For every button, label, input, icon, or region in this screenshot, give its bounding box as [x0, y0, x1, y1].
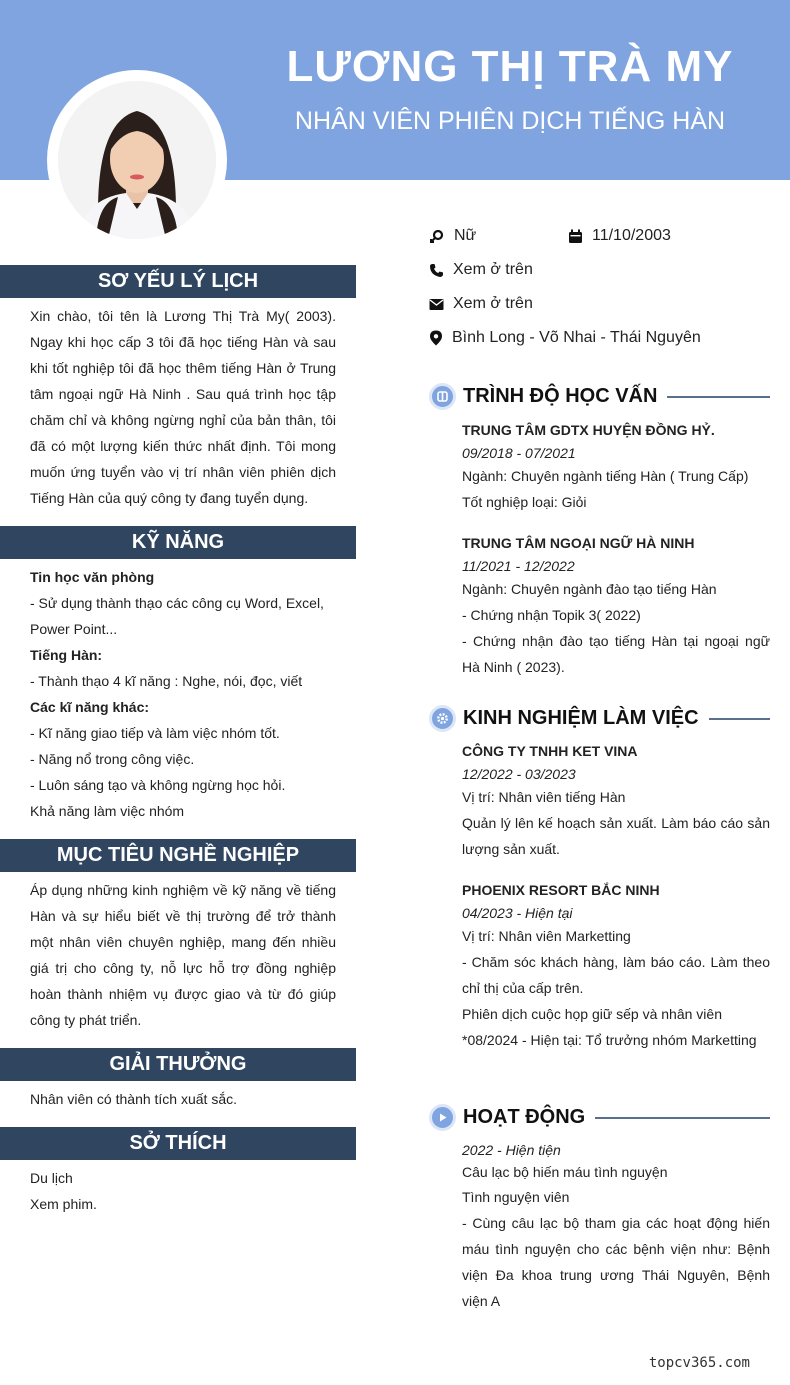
email-row: [429, 295, 533, 313]
skills-list: [30, 564, 336, 824]
calendar-icon: [568, 229, 583, 244]
gender-row: [429, 227, 476, 245]
section-divider: [709, 718, 770, 720]
avatar: [58, 81, 216, 239]
phone-icon: [429, 263, 444, 278]
gear-icon: [429, 705, 456, 732]
education-line: Ngành: Chuyên ngành tiếng Hàn ( Trung Cấp): [462, 468, 749, 484]
gender-value: Nữ: [454, 227, 477, 244]
objective-heading: MỤC TIÊU NGHỀ NGHIỆP: [0, 839, 356, 872]
skill-group-office: Tin học văn phòng: [30, 569, 155, 585]
job-entry: [462, 738, 770, 862]
education-heading: TRÌNH ĐỘ HỌC VẤN: [463, 385, 658, 407]
education-line: - Chứng nhận đào tạo tiếng Hàn tại ngoại ngữ Hà Ninh ( 2023).: [462, 633, 770, 675]
profile-heading: SƠ YẾU LÝ LỊCH: [0, 265, 356, 298]
dob-row: [568, 227, 671, 245]
job-line: Quản lý lên kế hoạch sản xuất. Làm báo cáo sản lượng sản xuất.: [462, 815, 770, 857]
job-line: Vị trí: Nhân viên Marketting: [462, 928, 631, 944]
skill-line: - Luôn sáng tạo và không ngừng học hỏi.: [30, 777, 286, 793]
skill-line: - Sử dụng thành thạo các công cụ Word, Excel,: [30, 595, 324, 611]
school-name: TRUNG TÂM NGOẠI NGỮ HÀ NINH: [462, 535, 695, 551]
skill-line: - Thành thạo 4 kĩ năng : Nghe, nói, đọc, viết: [30, 673, 303, 689]
school-dates: 11/2021 - 12/2022: [462, 558, 575, 574]
education-entry: [462, 530, 770, 680]
email-value: Xem ở trên: [453, 295, 533, 312]
activity-dates: 2022 - Hiện tiện: [462, 1142, 561, 1158]
hobbies-list: [30, 1165, 336, 1217]
phone-row: [429, 261, 533, 279]
education-line: Tốt nghiệp loại: Giỏi: [462, 494, 587, 510]
education-entry: [462, 417, 770, 515]
activities-title-row: [429, 1104, 770, 1131]
activity-entry: [462, 1140, 770, 1314]
job-line: - Chăm sóc khách hàng, làm báo cáo. Làm theo chỉ thị của cấp trên.: [462, 954, 770, 996]
hobbies-heading: SỞ THÍCH: [0, 1127, 356, 1160]
candidate-role: NHÂN VIÊN PHIÊN DỊCH TIẾNG HÀN: [294, 107, 726, 135]
awards-text: Nhân viên có thành tích xuất sắc.: [30, 1091, 238, 1107]
section-divider: [595, 1117, 770, 1119]
activity-line: - Cùng câu lạc bộ tham gia các hoạt động hiến máu tình nguyện cho các bệnh viện như: Bệnh viện Đa khoa trung ương Thái Nguyên, Bệnh viện A: [462, 1215, 770, 1309]
education-title-row: [429, 383, 770, 410]
skill-line: - Năng nổ trong công việc.: [30, 751, 195, 767]
company-name: CÔNG TY TNHH KET VINA: [462, 743, 638, 759]
gender-icon: [429, 228, 445, 244]
section-divider: [667, 396, 770, 398]
skill-group-other: Các kĩ năng khác:: [30, 699, 150, 715]
address-row: [429, 329, 701, 347]
location-icon: [429, 330, 443, 346]
dob-value: 11/10/2003: [592, 227, 671, 244]
experience-title-row: [429, 705, 770, 732]
phone-value: Xem ở trên: [453, 261, 533, 278]
job-entry: [462, 877, 770, 1053]
job-line: *08/2024 - Hiện tại: Tổ trưởng nhóm Marketting: [462, 1032, 757, 1048]
job-dates: 12/2022 - 03/2023: [462, 766, 576, 782]
school-dates: 09/2018 - 07/2021: [462, 445, 576, 461]
mail-icon: [429, 298, 444, 311]
job-line: Vị trí: Nhân viên tiếng Hàn: [462, 789, 626, 805]
activities-heading: HOẠT ĐỘNG: [463, 1106, 586, 1128]
education-icon: [429, 383, 456, 410]
skill-line: Khả năng làm việc nhóm: [30, 803, 185, 819]
play-icon: [429, 1104, 456, 1131]
job-line: Phiên dịch cuộc họp giữ sếp và nhân viên: [462, 1006, 722, 1022]
activity-line: Tình nguyện viên: [462, 1189, 570, 1205]
avatar-photo: [58, 81, 216, 239]
profile-text: Xin chào, tôi tên là Lương Thị Trà My( 2003). Ngay khi học cấp 3 tôi đã học tiếng Hàn và sau khi tốt nghiệp tôi đã học thêm tiếng Hàn ở Trung tâm ngoại ngữ Hà Ninh . Sau quá trình học tập chăm chỉ và không ngừng nghỉ của bản thân, tôi đã có một lượng kiến thức nhất định. Tôi mong muốn ứng tuyển vào vị trí nhân viên phiên dịch Tiếng Hàn của quý công ty đang tuyển dụng.: [30, 308, 336, 506]
awards-heading: GIẢI THƯỞNG: [0, 1048, 356, 1081]
job-dates: 04/2023 - Hiện tại: [462, 905, 573, 921]
activity-line: Câu lạc bộ hiến máu tình nguyện: [462, 1164, 668, 1180]
hobby-item: Du lịch: [30, 1170, 73, 1186]
school-name: TRUNG TÂM GDTX HUYỆN ĐỒNG HỶ.: [462, 422, 715, 438]
skill-line: Power Point...: [30, 621, 118, 637]
skill-line: - Kĩ năng giao tiếp và làm việc nhóm tốt.: [30, 725, 280, 741]
education-line: Ngành: Chuyên ngành đào tạo tiếng Hàn: [462, 581, 717, 597]
skills-heading: KỸ NĂNG: [0, 526, 356, 559]
experience-heading: KINH NGHIỆM LÀM VIỆC: [463, 707, 699, 729]
address-value: Bình Long - Võ Nhai - Thái Nguyên: [452, 329, 701, 346]
education-line: - Chứng nhận Topik 3( 2022): [462, 607, 641, 623]
candidate-name: LƯƠNG THỊ TRÀ MY: [286, 42, 734, 91]
company-name: PHOENIX RESORT BẮC NINH: [462, 882, 660, 898]
hobby-item: Xem phim.: [30, 1196, 97, 1212]
footer-brand: topcv365.com: [648, 1355, 750, 1371]
objective-text: Áp dụng những kinh nghiệm về kỹ năng về tiếng Hàn và sự hiểu biết về thị trường để trở thành một nhân viên chuyên nghiệp, mang đến nhiều giá trị cho công ty, nỗ lực hỗ trợ đồng nghiệp hoàn thành nhiệm vụ được giao và từ đó giúp công ty phát triển.: [30, 882, 336, 1028]
skill-group-korean: Tiếng Hàn:: [30, 647, 103, 663]
